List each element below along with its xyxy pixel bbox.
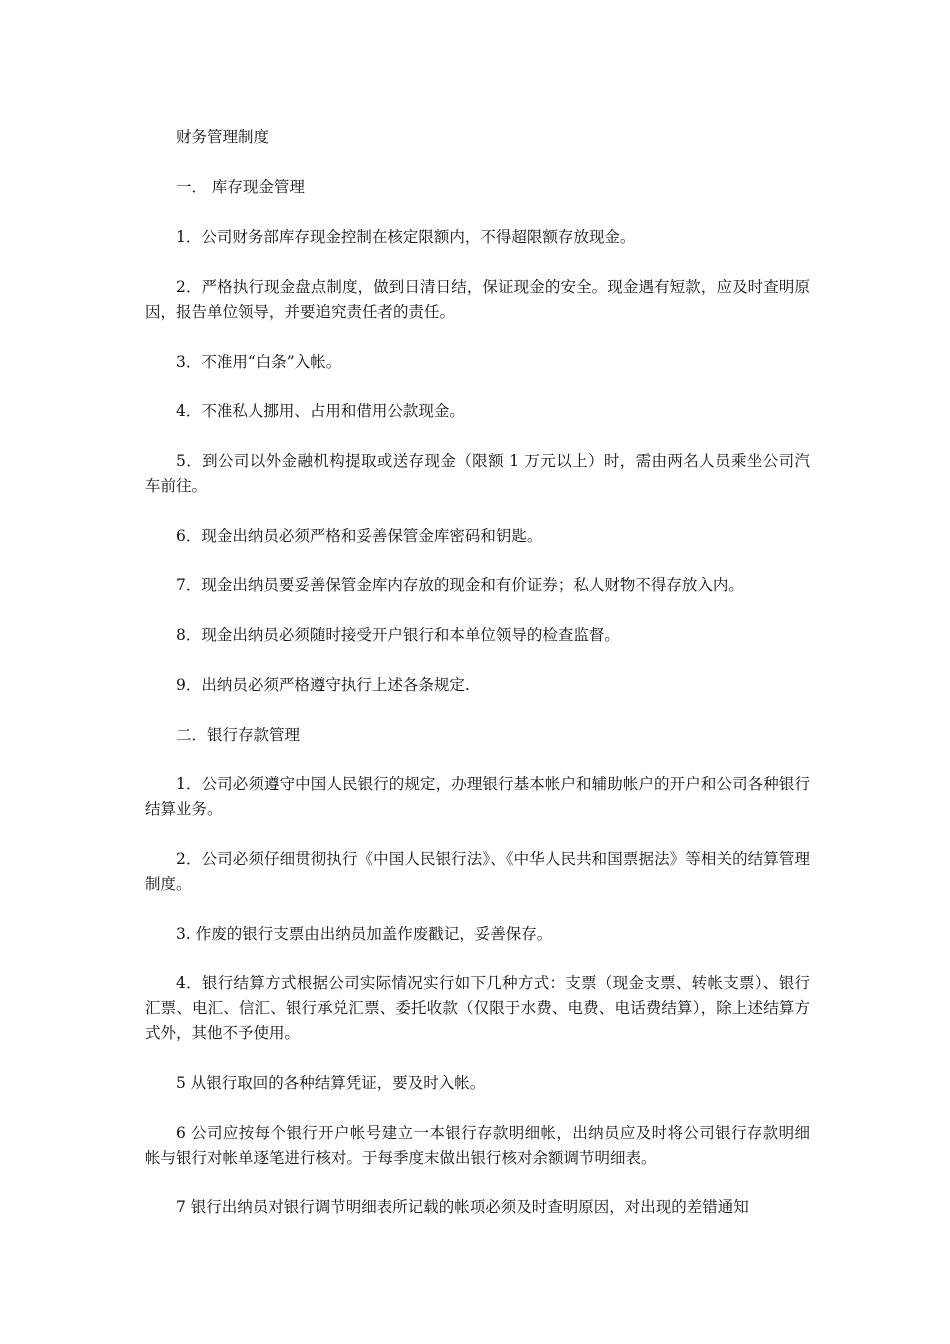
paragraph: 7 银行出纳员对银行调节明细表所记载的帐项必须及时查明原因，对出现的差错通知 <box>176 1198 749 1216</box>
paragraph: 1．公司财务部库存现金控制在核定限额内，不得超限额存放现金。 <box>176 228 636 246</box>
paragraph: 7．现金出纳员要妥善保管金库内存放的现金和有价证券；私人财物不得存放入内。 <box>176 576 744 594</box>
section-heading-bank: 二．银行存款管理 <box>176 726 301 744</box>
document-title: 财务管理制度 <box>176 128 270 146</box>
paragraph: 6．现金出纳员必须严格和妥善保管金库密码和钥匙。 <box>176 527 543 545</box>
paragraph: 5．到公司以外金融机构提取或送存现金（限额 1 万元以上）时，需由两名人员乘坐公司汽车前往。 <box>145 452 810 495</box>
paragraph: 2．公司必须仔细贯彻执行《中国人民银行法》、《中华人民共和国票据法》等相关的结算管理制度。 <box>145 850 810 893</box>
paragraph: 1．公司必须遵守中国人民银行的规定，办理银行基本帐户和辅助帐户的开户和公司各种银行结算业务。 <box>145 775 810 818</box>
paragraph: 5 从银行取回的各种结算凭证，要及时入帐。 <box>176 1074 486 1092</box>
section-heading-cash: 一． 库存现金管理 <box>176 178 305 196</box>
paragraph: 3．不准用“白条”入帐。 <box>176 353 342 371</box>
paragraph: 6 公司应按每个银行开户帐号建立一本银行存款明细帐，出纳员应及时将公司银行存款明细帐与银行对帐单逐笔进行核对。于每季度末做出银行核对余额调节明细表。 <box>145 1124 810 1167</box>
paragraph: 4．不准私人挪用、占用和借用公款现金。 <box>176 402 465 420</box>
paragraph: 9．出纳员必须严格遵守执行上述各条规定. <box>176 676 470 694</box>
paragraph: 3. 作废的银行支票由出纳员加盖作废戳记，妥善保存。 <box>176 925 553 943</box>
paragraph: 2．严格执行现金盘点制度，做到日清日结，保证现金的安全。现金遇有短款，应及时查明原因，报告单位领导，并要追究责任者的责任。 <box>145 278 810 321</box>
paragraph: 4．银行结算方式根据公司实际情况实行如下几种方式：支票（现金支票、转帐支票）、银行汇票、电汇、信汇、银行承兑汇票、委托收款（仅限于水费、电费、电话费结算），除上述结算方式外，其他不予使用。 <box>145 974 810 1042</box>
paragraph: 8．现金出纳员必须随时接受开户银行和本单位领导的检查监督。 <box>176 626 620 644</box>
